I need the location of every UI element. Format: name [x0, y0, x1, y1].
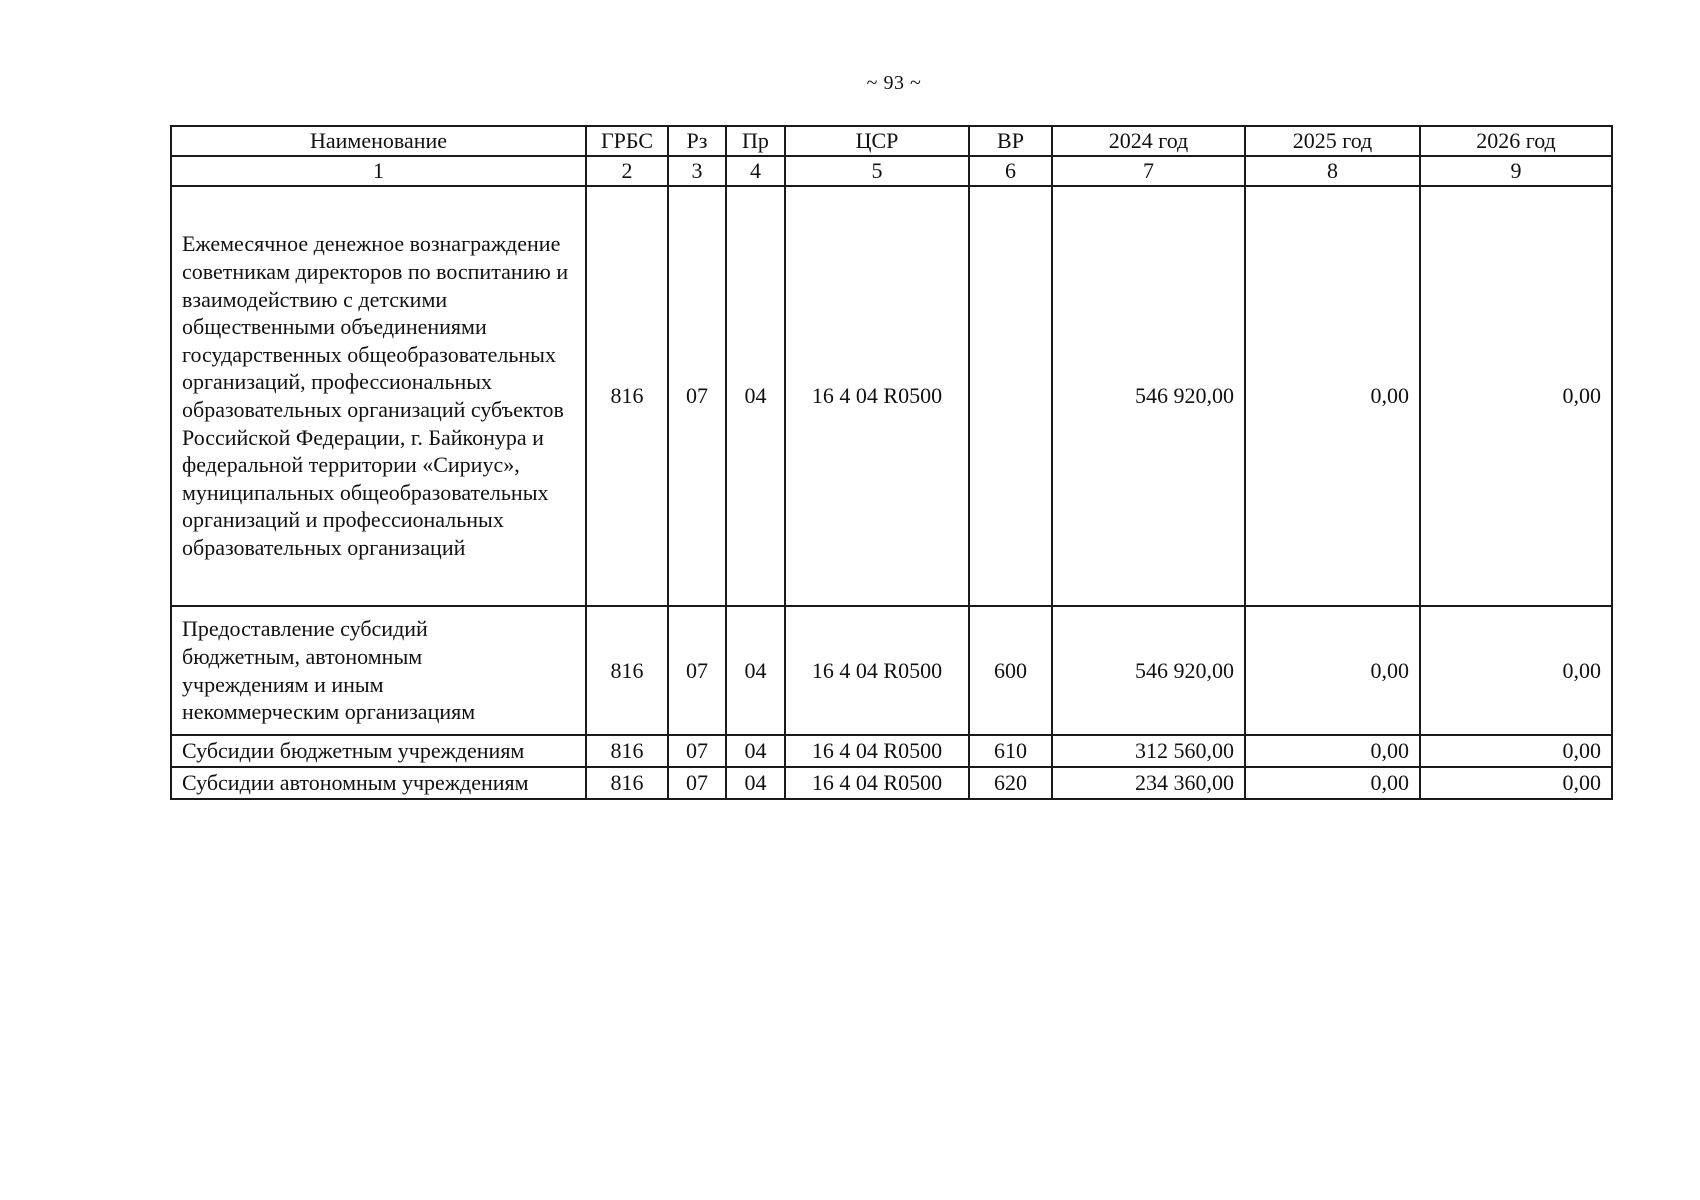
column-number: 2	[586, 156, 668, 186]
amount-2024-cell: 234 360,00	[1052, 767, 1245, 799]
pr-cell: 04	[726, 606, 785, 735]
amount-2026-cell: 0,00	[1420, 606, 1612, 735]
column-number: 6	[969, 156, 1052, 186]
column-number: 1	[171, 156, 586, 186]
rz-cell: 07	[668, 735, 726, 767]
header-2024: 2024 год	[1052, 126, 1245, 156]
page-number: ~ 93 ~	[866, 72, 922, 94]
amount-2025-cell: 0,00	[1245, 767, 1420, 799]
table-row	[171, 606, 1612, 735]
csr-cell: 16 4 04 R0500	[785, 735, 969, 767]
budget-table	[170, 125, 1613, 800]
amount-2024-cell: 546 920,00	[1052, 606, 1245, 735]
column-number: 7	[1052, 156, 1245, 186]
rz-cell: 07	[668, 767, 726, 799]
row-name-cell: Предоставление субсидий бюджетным, автономным учреждениям и иным некоммерческим организациям	[171, 606, 586, 735]
vr-cell: 600	[969, 606, 1052, 735]
column-number: 3	[668, 156, 726, 186]
vr-cell: 610	[969, 735, 1052, 767]
vr-cell	[969, 186, 1052, 606]
column-number: 5	[785, 156, 969, 186]
amount-2024-cell: 312 560,00	[1052, 735, 1245, 767]
table-header-row	[171, 126, 1612, 156]
table-row	[171, 767, 1612, 799]
rz-cell: 07	[668, 606, 726, 735]
header-rz: Рз	[668, 126, 726, 156]
header-csr: ЦСР	[785, 126, 969, 156]
table-row	[171, 186, 1612, 606]
row-name-cell: Субсидии автономным учреждениям	[171, 767, 586, 799]
column-number: 8	[1245, 156, 1420, 186]
pr-cell: 04	[726, 735, 785, 767]
header-2025: 2025 год	[1245, 126, 1420, 156]
table-row	[171, 735, 1612, 767]
header-grbs: ГРБС	[586, 126, 668, 156]
column-number: 4	[726, 156, 785, 186]
amount-2026-cell: 0,00	[1420, 767, 1612, 799]
header-name: Наименование	[171, 126, 586, 156]
rz-cell: 07	[668, 186, 726, 606]
row-name-cell: Ежемесячное денежное вознаграждение советникам директоров по воспитанию и взаимодействию с детскими общественными объединениями государственных общеобразовательных организаций, профессиональных образовательных организаций субъектов Российской Федерации, г. Байконура и федеральной территории «Сириус», муниципальных общеобразовательных организаций и профессиональных образовательных организаций	[171, 186, 586, 606]
header-2026: 2026 год	[1420, 126, 1612, 156]
csr-cell: 16 4 04 R0500	[785, 186, 969, 606]
grbs-cell: 816	[586, 606, 668, 735]
column-number-row	[171, 156, 1612, 186]
header-pr: Пр	[726, 126, 785, 156]
column-number: 9	[1420, 156, 1612, 186]
grbs-cell: 816	[586, 186, 668, 606]
amount-2024-cell: 546 920,00	[1052, 186, 1245, 606]
vr-cell: 620	[969, 767, 1052, 799]
grbs-cell: 816	[586, 767, 668, 799]
csr-cell: 16 4 04 R0500	[785, 767, 969, 799]
amount-2025-cell: 0,00	[1245, 735, 1420, 767]
pr-cell: 04	[726, 767, 785, 799]
amount-2025-cell: 0,00	[1245, 606, 1420, 735]
row-name-cell: Субсидии бюджетным учреждениям	[171, 735, 586, 767]
amount-2025-cell: 0,00	[1245, 186, 1420, 606]
grbs-cell: 816	[586, 735, 668, 767]
amount-2026-cell: 0,00	[1420, 186, 1612, 606]
amount-2026-cell: 0,00	[1420, 735, 1612, 767]
header-vr: ВР	[969, 126, 1052, 156]
csr-cell: 16 4 04 R0500	[785, 606, 969, 735]
pr-cell: 04	[726, 186, 785, 606]
